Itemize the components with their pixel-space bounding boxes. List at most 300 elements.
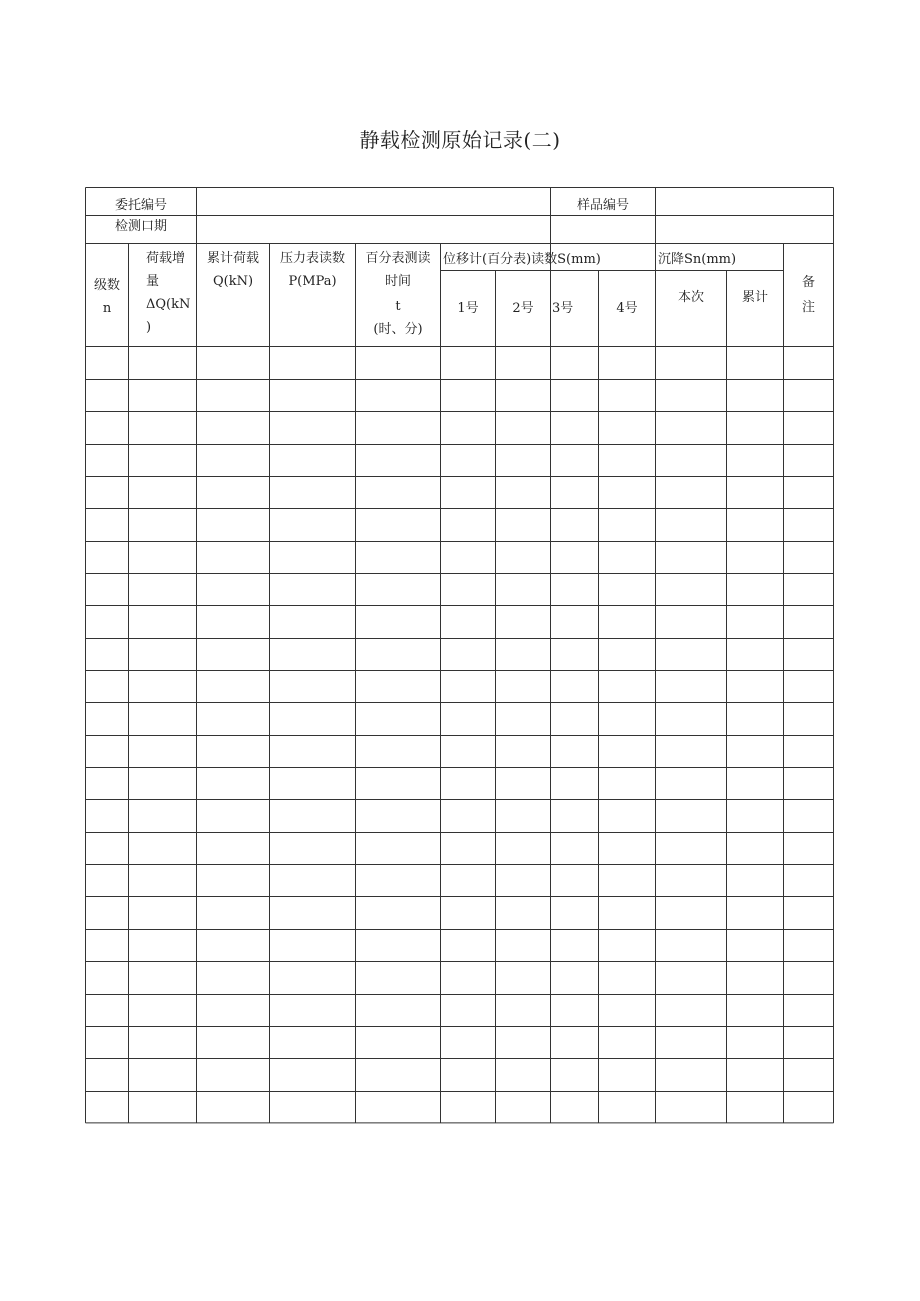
table-cell[interactable] [657, 606, 726, 636]
table-cell[interactable] [87, 445, 128, 475]
table-cell[interactable] [728, 477, 783, 507]
table-cell[interactable] [87, 736, 128, 766]
table-cell[interactable] [198, 962, 269, 992]
table-cell[interactable] [785, 606, 833, 636]
table-cell[interactable] [552, 477, 598, 507]
table-cell[interactable] [600, 574, 655, 604]
table-cell[interactable] [198, 865, 269, 895]
table-cell[interactable] [657, 671, 726, 701]
table-cell[interactable] [271, 348, 355, 378]
header-cumulative-load-line: 累计荷载 [206, 251, 259, 266]
table-cell[interactable] [785, 897, 833, 927]
table-cell[interactable] [198, 833, 269, 863]
table-cell[interactable] [497, 412, 550, 442]
table-cell[interactable] [271, 800, 355, 830]
table-cell[interactable] [497, 1059, 550, 1089]
table-cell[interactable] [357, 348, 440, 378]
table-cell[interactable] [785, 703, 833, 733]
table-cell[interactable] [552, 1092, 598, 1122]
table-cell[interactable] [785, 768, 833, 798]
table-cell[interactable] [657, 542, 726, 572]
table-cell[interactable] [357, 477, 440, 507]
table-cell[interactable] [442, 477, 495, 507]
table-cell[interactable] [600, 639, 655, 669]
table-cell[interactable] [87, 639, 128, 669]
table-cell[interactable] [600, 542, 655, 572]
table-cell[interactable] [552, 1059, 598, 1089]
table-cell[interactable] [785, 930, 833, 960]
table-cell[interactable] [198, 995, 269, 1025]
table-cell[interactable] [657, 703, 726, 733]
table-cell[interactable] [130, 412, 196, 442]
table-cell[interactable] [357, 639, 440, 669]
table-cell[interactable] [785, 574, 833, 604]
table-cell[interactable] [657, 800, 726, 830]
table-cell[interactable] [552, 768, 598, 798]
table-cell[interactable] [271, 962, 355, 992]
table-cell[interactable] [785, 348, 833, 378]
header-settlement-current: 本次 [677, 290, 704, 305]
table-cell[interactable] [130, 1027, 196, 1057]
table-cell[interactable] [442, 833, 495, 863]
table-cell[interactable] [728, 671, 783, 701]
table-cell[interactable] [785, 509, 833, 539]
table-cell[interactable] [552, 833, 598, 863]
table-cell[interactable] [497, 833, 550, 863]
table-cell[interactable] [728, 833, 783, 863]
table-cell[interactable] [497, 606, 550, 636]
table-cell[interactable] [271, 703, 355, 733]
table-cell[interactable] [552, 348, 598, 378]
table-cell[interactable] [552, 380, 598, 410]
header-gauge-3: 3号 [552, 301, 574, 316]
table-cell[interactable] [198, 477, 269, 507]
table-cell[interactable] [785, 962, 833, 992]
table-cell[interactable] [657, 768, 726, 798]
table-cell[interactable] [357, 930, 440, 960]
table-cell[interactable] [728, 736, 783, 766]
table-cell[interactable] [600, 509, 655, 539]
table-cell[interactable] [600, 1059, 655, 1089]
table-cell[interactable] [357, 1092, 440, 1122]
table-cell[interactable] [552, 930, 598, 960]
table-cell[interactable] [357, 768, 440, 798]
table-cell[interactable] [442, 736, 495, 766]
table-cell[interactable] [600, 348, 655, 378]
table-cell[interactable] [442, 412, 495, 442]
table-cell[interactable] [552, 865, 598, 895]
table-cell[interactable] [442, 1092, 495, 1122]
table-cell[interactable] [552, 542, 598, 572]
table-cell[interactable] [357, 865, 440, 895]
header-displacement-group: 位移计(百分表)读数S(mm) [443, 252, 601, 267]
table-cell[interactable] [198, 800, 269, 830]
table-cell[interactable] [728, 542, 783, 572]
sample-no-label: 样品编号 [576, 198, 629, 213]
table-cell[interactable] [728, 509, 783, 539]
table-cell[interactable] [657, 833, 726, 863]
table-cell[interactable] [87, 962, 128, 992]
table-cell[interactable] [600, 962, 655, 992]
table-cell[interactable] [87, 380, 128, 410]
table-cell[interactable] [657, 412, 726, 442]
table-cell[interactable] [271, 477, 355, 507]
table-cell[interactable] [357, 574, 440, 604]
table-cell[interactable] [728, 962, 783, 992]
table-cell[interactable] [552, 574, 598, 604]
table-cell[interactable] [552, 962, 598, 992]
table-cell[interactable] [497, 671, 550, 701]
table-cell[interactable] [130, 477, 196, 507]
table-cell[interactable] [357, 509, 440, 539]
table-cell[interactable] [357, 833, 440, 863]
header-load-increment-line: 荷载增 [146, 251, 186, 266]
table-cell[interactable] [357, 897, 440, 927]
table-cell[interactable] [552, 412, 598, 442]
test-date-label: 检测口期 [114, 219, 167, 234]
table-cell[interactable] [728, 865, 783, 895]
table-cell[interactable] [357, 412, 440, 442]
table-cell[interactable] [87, 671, 128, 701]
table-cell[interactable] [497, 995, 550, 1025]
table-cell[interactable] [87, 477, 128, 507]
table-cell[interactable] [497, 865, 550, 895]
table-cell[interactable] [271, 380, 355, 410]
table-cell[interactable] [600, 703, 655, 733]
table-cell[interactable] [87, 897, 128, 927]
table-cell[interactable] [130, 574, 196, 604]
table-cell[interactable] [600, 930, 655, 960]
table-cell[interactable] [271, 1027, 355, 1057]
table-cell[interactable] [130, 865, 196, 895]
table-cell[interactable] [552, 606, 598, 636]
table-cell[interactable] [87, 1059, 128, 1089]
table-cell[interactable] [600, 833, 655, 863]
table-cell[interactable] [728, 445, 783, 475]
table-cell[interactable] [497, 542, 550, 572]
table-cell[interactable] [497, 380, 550, 410]
table-cell[interactable] [442, 445, 495, 475]
table-cell[interactable] [657, 1059, 726, 1089]
table-cell[interactable] [271, 1092, 355, 1122]
table-cell[interactable] [442, 380, 495, 410]
table-cell[interactable] [497, 445, 550, 475]
table-cell[interactable] [198, 574, 269, 604]
table-cell[interactable] [442, 995, 495, 1025]
table-cell[interactable] [552, 671, 598, 701]
table-cell[interactable] [87, 703, 128, 733]
table-cell[interactable] [497, 800, 550, 830]
table-cell[interactable] [130, 542, 196, 572]
table-cell[interactable] [785, 736, 833, 766]
table-cell[interactable] [442, 930, 495, 960]
table-cell[interactable] [728, 1027, 783, 1057]
table-cell[interactable] [357, 1059, 440, 1089]
table-cell[interactable] [497, 897, 550, 927]
table-cell[interactable] [785, 800, 833, 830]
table-cell[interactable] [657, 962, 726, 992]
table-cell[interactable] [442, 1027, 495, 1057]
table-cell[interactable] [657, 477, 726, 507]
table-cell[interactable] [785, 639, 833, 669]
table-cell[interactable] [728, 380, 783, 410]
table-cell[interactable] [600, 736, 655, 766]
table-cell[interactable] [87, 930, 128, 960]
table-cell[interactable] [198, 1027, 269, 1057]
table-cell[interactable] [198, 412, 269, 442]
table-cell[interactable] [442, 671, 495, 701]
table-cell[interactable] [198, 897, 269, 927]
table-cell[interactable] [657, 1027, 726, 1057]
table-cell[interactable] [785, 1092, 833, 1122]
table-cell[interactable] [600, 606, 655, 636]
table-cell[interactable] [271, 736, 355, 766]
table-cell[interactable] [785, 833, 833, 863]
table-cell[interactable] [657, 574, 726, 604]
table-cell[interactable] [728, 930, 783, 960]
table-cell[interactable] [130, 671, 196, 701]
table-cell[interactable] [442, 800, 495, 830]
table-cell[interactable] [600, 671, 655, 701]
table-cell[interactable] [497, 639, 550, 669]
table-cell[interactable] [728, 897, 783, 927]
table-cell[interactable] [87, 995, 128, 1025]
table-cell[interactable] [600, 1092, 655, 1122]
table-cell[interactable] [552, 445, 598, 475]
table-cell[interactable] [130, 509, 196, 539]
table-cell[interactable] [271, 671, 355, 701]
table-cell[interactable] [198, 639, 269, 669]
table-cell[interactable] [87, 606, 128, 636]
table-cell[interactable] [728, 768, 783, 798]
table-cell[interactable] [271, 833, 355, 863]
table-cell[interactable] [497, 477, 550, 507]
table-cell[interactable] [600, 445, 655, 475]
table-cell[interactable] [657, 897, 726, 927]
table-cell[interactable] [87, 574, 128, 604]
table-cell[interactable] [87, 1027, 128, 1057]
table-cell[interactable] [130, 800, 196, 830]
header-level-line: n [102, 301, 112, 316]
table-cell[interactable] [130, 995, 196, 1025]
table-cell[interactable] [271, 445, 355, 475]
table-cell[interactable] [785, 671, 833, 701]
table-cell[interactable] [271, 995, 355, 1025]
table-cell[interactable] [552, 509, 598, 539]
table-cell[interactable] [785, 380, 833, 410]
table-cell[interactable] [657, 348, 726, 378]
table-cell[interactable] [497, 736, 550, 766]
table-cell[interactable] [130, 930, 196, 960]
table-cell[interactable] [198, 930, 269, 960]
table-cell[interactable] [600, 380, 655, 410]
table-cell[interactable] [130, 703, 196, 733]
table-cell[interactable] [130, 736, 196, 766]
table-cell[interactable] [497, 703, 550, 733]
table-cell[interactable] [728, 1092, 783, 1122]
table-cell[interactable] [87, 412, 128, 442]
table-cell[interactable] [87, 768, 128, 798]
table-cell[interactable] [600, 412, 655, 442]
table-cell[interactable] [728, 1059, 783, 1089]
table-cell[interactable] [497, 509, 550, 539]
table-cell[interactable] [198, 348, 269, 378]
table-cell[interactable] [728, 639, 783, 669]
table-cell[interactable] [198, 606, 269, 636]
table-cell[interactable] [198, 768, 269, 798]
table-cell[interactable] [600, 865, 655, 895]
table-cell[interactable] [198, 509, 269, 539]
table-cell[interactable] [130, 606, 196, 636]
table-cell[interactable] [130, 768, 196, 798]
table-cell[interactable] [657, 995, 726, 1025]
table-cell[interactable] [271, 930, 355, 960]
table-cell[interactable] [442, 897, 495, 927]
table-cell[interactable] [271, 509, 355, 539]
table-cell[interactable] [497, 930, 550, 960]
table-cell[interactable] [552, 639, 598, 669]
table-cell[interactable] [357, 736, 440, 766]
table-cell[interactable] [198, 671, 269, 701]
table-cell[interactable] [442, 1059, 495, 1089]
table-cell[interactable] [357, 671, 440, 701]
table-cell[interactable] [357, 542, 440, 572]
table-cell[interactable] [497, 1092, 550, 1122]
table-cell[interactable] [357, 380, 440, 410]
table-cell[interactable] [728, 606, 783, 636]
table-cell[interactable] [442, 768, 495, 798]
table-cell[interactable] [657, 1092, 726, 1122]
table-cell[interactable] [271, 1059, 355, 1089]
table-cell[interactable] [600, 768, 655, 798]
table-cell[interactable] [130, 962, 196, 992]
table-cell[interactable] [442, 962, 495, 992]
table-cell[interactable] [130, 897, 196, 927]
table-cell[interactable] [552, 995, 598, 1025]
table-cell[interactable] [87, 800, 128, 830]
table-cell[interactable] [497, 348, 550, 378]
table-cell[interactable] [271, 542, 355, 572]
table-cell[interactable] [198, 703, 269, 733]
table-cell[interactable] [442, 542, 495, 572]
table-cell[interactable] [552, 703, 598, 733]
table-cell[interactable] [728, 703, 783, 733]
table-cell[interactable] [497, 768, 550, 798]
table-cell[interactable] [497, 574, 550, 604]
header-gauge-1: 1号 [457, 301, 479, 316]
table-cell[interactable] [87, 833, 128, 863]
table-cell[interactable] [442, 606, 495, 636]
table-cell[interactable] [87, 542, 128, 572]
table-cell[interactable] [657, 639, 726, 669]
table-cell[interactable] [87, 348, 128, 378]
header-pressure-line: 压力表读数 [279, 251, 345, 266]
table-cell[interactable] [198, 736, 269, 766]
table-cell[interactable] [728, 348, 783, 378]
table-cell[interactable] [600, 995, 655, 1025]
table-cell[interactable] [552, 897, 598, 927]
table-cell[interactable] [271, 865, 355, 895]
table-cell[interactable] [785, 412, 833, 442]
table-cell[interactable] [357, 800, 440, 830]
table-cell[interactable] [497, 1027, 550, 1057]
table-cell[interactable] [130, 1092, 196, 1122]
table-cell[interactable] [442, 865, 495, 895]
table-cell[interactable] [552, 800, 598, 830]
table-cell[interactable] [442, 639, 495, 669]
table-cell[interactable] [728, 412, 783, 442]
table-cell[interactable] [657, 736, 726, 766]
table-cell[interactable] [357, 703, 440, 733]
table-cell[interactable] [130, 348, 196, 378]
table-cell[interactable] [785, 865, 833, 895]
table-cell[interactable] [87, 509, 128, 539]
table-cell[interactable] [728, 995, 783, 1025]
table-cell[interactable] [198, 445, 269, 475]
table-cell[interactable] [785, 477, 833, 507]
table-cell[interactable] [198, 1059, 269, 1089]
table-cell[interactable] [657, 445, 726, 475]
table-cell[interactable] [130, 445, 196, 475]
table-cell[interactable] [785, 542, 833, 572]
table-cell[interactable] [600, 477, 655, 507]
table-cell[interactable] [442, 703, 495, 733]
table-cell[interactable] [198, 380, 269, 410]
table-cell[interactable] [728, 574, 783, 604]
table-cell[interactable] [657, 865, 726, 895]
table-cell[interactable] [271, 412, 355, 442]
table-cell[interactable] [442, 509, 495, 539]
table-cell[interactable] [357, 995, 440, 1025]
table-cell[interactable] [271, 897, 355, 927]
table-cell[interactable] [785, 995, 833, 1025]
table-cell[interactable] [87, 865, 128, 895]
table-cell[interactable] [728, 800, 783, 830]
table-cell[interactable] [357, 1027, 440, 1057]
table-cell[interactable] [600, 800, 655, 830]
table-cell[interactable] [357, 445, 440, 475]
header-load-increment-line: 量 [146, 274, 160, 289]
table-cell[interactable] [357, 962, 440, 992]
table-cell[interactable] [130, 833, 196, 863]
table-cell[interactable] [785, 1059, 833, 1089]
table-cell[interactable] [785, 445, 833, 475]
table-cell[interactable] [271, 639, 355, 669]
table-cell[interactable] [657, 509, 726, 539]
table-cell[interactable] [552, 1027, 598, 1057]
table-cell[interactable] [271, 768, 355, 798]
table-cell[interactable] [552, 736, 598, 766]
table-cell[interactable] [657, 380, 726, 410]
header-pressure-line: P(MPa) [288, 274, 337, 289]
table-cell[interactable] [357, 606, 440, 636]
table-cell[interactable] [497, 962, 550, 992]
table-cell[interactable] [785, 1027, 833, 1057]
table-cell[interactable] [442, 348, 495, 378]
table-cell[interactable] [657, 930, 726, 960]
table-cell[interactable] [87, 1092, 128, 1122]
table-cell[interactable] [271, 606, 355, 636]
table-cell[interactable] [130, 639, 196, 669]
table-cell[interactable] [600, 1027, 655, 1057]
table-cell[interactable] [198, 542, 269, 572]
table-cell[interactable] [130, 1059, 196, 1089]
table-cell[interactable] [198, 1092, 269, 1122]
table-cell[interactable] [130, 380, 196, 410]
table-cell[interactable] [442, 574, 495, 604]
table-cell[interactable] [271, 574, 355, 604]
table-cell[interactable] [600, 897, 655, 927]
